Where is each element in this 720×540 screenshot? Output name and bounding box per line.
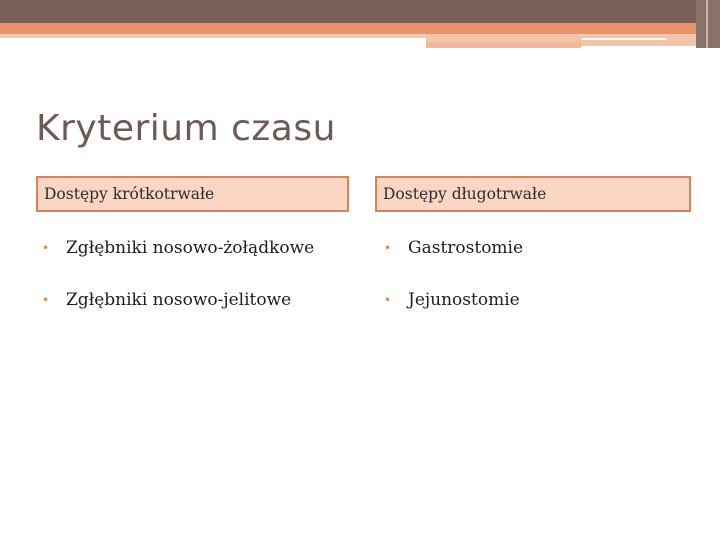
list-item xyxy=(384,233,523,285)
bullet-icon: • xyxy=(42,241,50,255)
top-decor-divider xyxy=(706,0,708,48)
slide-title: Kryterium czasu xyxy=(36,108,336,149)
list-item-label: Jejunostomie xyxy=(408,290,520,310)
top-decor-bar-dark-right xyxy=(696,0,720,48)
bullet-icon: • xyxy=(42,293,50,307)
short-term-list xyxy=(42,233,314,337)
column-header-long-term xyxy=(375,176,691,212)
list-item-label: Gastrostomie xyxy=(408,238,524,258)
bullet-icon: • xyxy=(384,293,392,307)
top-decor-bar-orange xyxy=(0,23,696,34)
column-header-short-term xyxy=(36,176,349,212)
list-item xyxy=(42,285,314,337)
list-item-label: Zgłębniki nosowo-żołądkowe xyxy=(66,238,315,258)
list-item xyxy=(42,233,314,285)
long-term-list xyxy=(384,233,523,337)
column-header-long-term-label: Dostępy długotrwałe xyxy=(383,185,547,203)
list-item-label: Zgłębniki nosowo-jelitowe xyxy=(66,290,292,310)
top-decor-bar-dark xyxy=(0,0,720,23)
top-decor-bar-peach-left xyxy=(0,34,426,38)
list-item xyxy=(384,285,523,337)
top-decor-thin-line xyxy=(582,38,666,40)
bullet-icon: • xyxy=(384,241,392,255)
top-decor-bar-peach-accent xyxy=(426,42,581,48)
column-header-short-term-label: Dostępy krótkotrwałe xyxy=(44,185,215,203)
